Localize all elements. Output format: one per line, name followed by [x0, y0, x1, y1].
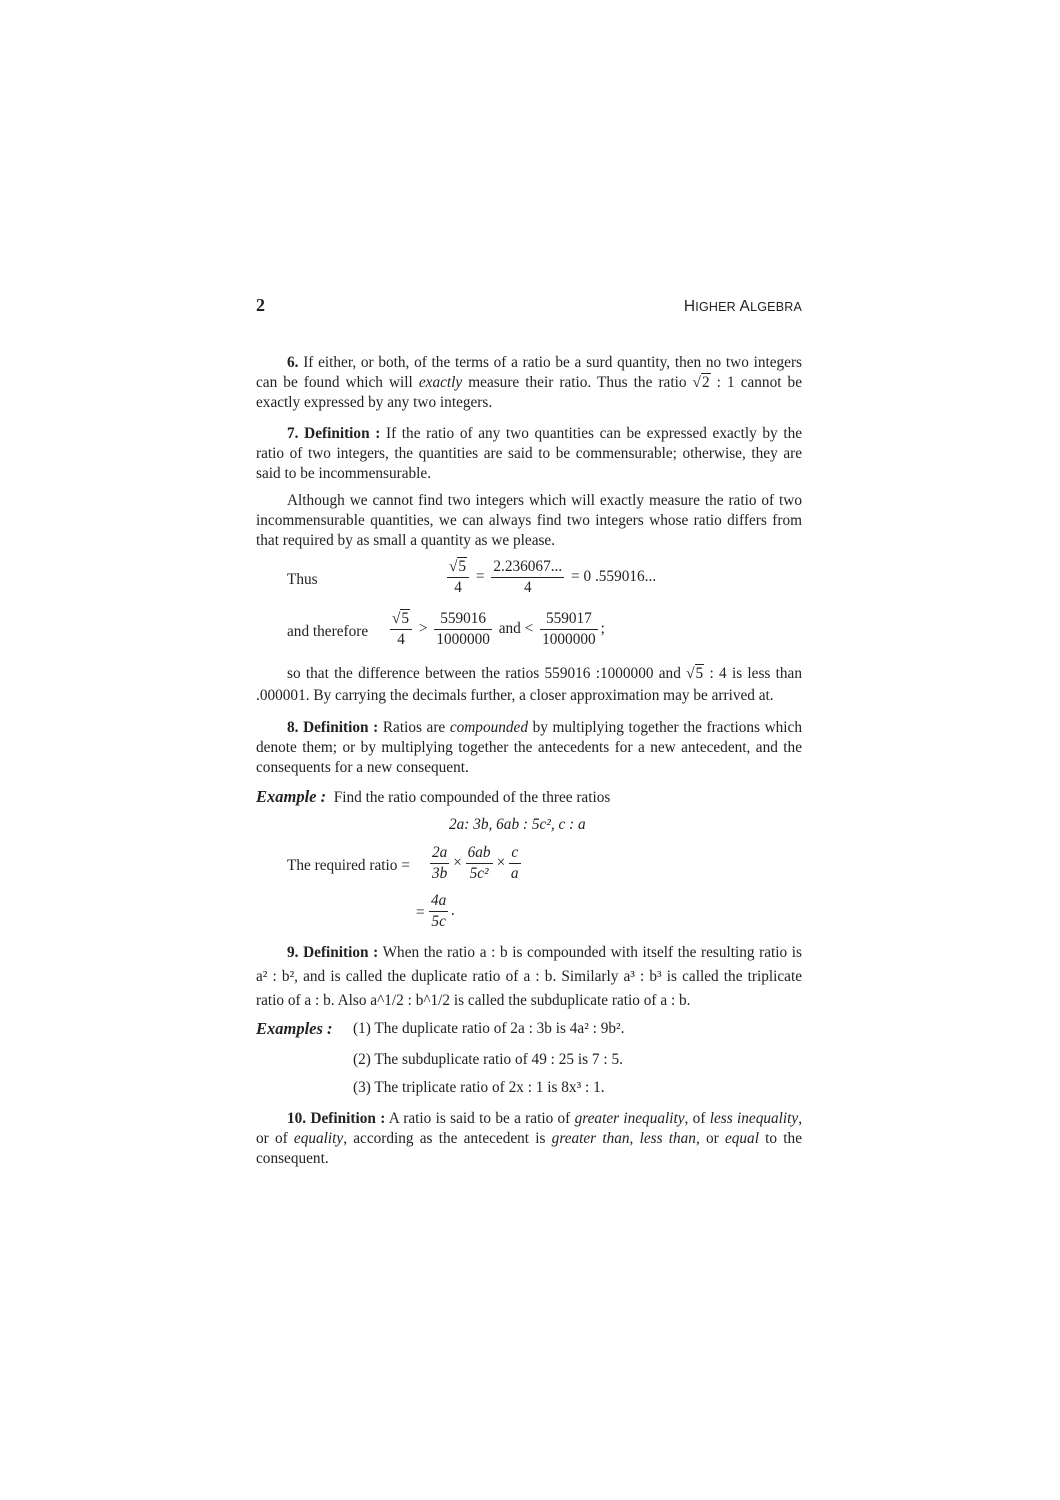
- result-equation: = $\frac{4a}{5c}$ .: [416, 892, 456, 930]
- section-7-para-3: so that the difference between the ratios 559016 :1000000 and √5 : 4 is less than .000001. By carrying the decimals further, a closer approximation may be arrived at.: [256, 665, 802, 704]
- book-page: [256, 290, 802, 1169]
- running-head: HIGHER ALGEBRA: [683, 298, 802, 315]
- page-number: 2: [256, 295, 265, 315]
- frac-decimal-over-4: $\frac{2.236067...}{4}$: [493, 558, 563, 596]
- frac-sqrt5-over-4: $\frac{√5}{4}$: [447, 557, 469, 598]
- example-8: Example : Find the ratio compounded of the three ratios: [256, 787, 611, 806]
- section-7: 7. Definition : If the ratio of any two quantities can be expressed exactly by the ratio of two integers, the quantities are said to be commensurable; otherwise, they are said to be incommensurable.: [256, 425, 803, 482]
- section-6: 6. If either, or both, of the terms of a ratio be a surd quantity, then no two integers can be found which will exactly measure their ratio. Thus the ratio √2 : 1 cannot be exactly expressed by any two integers.: [256, 354, 802, 411]
- ratios-line: 2a: 3b, 6ab : 5c², c : a: [449, 816, 586, 833]
- section-9: 9. Definition : When the ratio a : b is compounded with itself the resulting ratio is a² : b², and is called the duplicate ratio of a : b. Similarly a³ : b³ is called the triplicate ratio of a : b. Also a^1/2 : b^1/2 is called the subduplicate ratio of a : b.: [256, 944, 803, 1009]
- section-7-para-2: Although we cannot find two integers which will exactly measure the ratio of two incommensurable quantities, we can always find two integers whose ratio differs from that required by as small a quantity as we please.: [256, 492, 802, 549]
- examples-9: Examples : (1) The duplicate ratio of 2a : 3b is 4a² : 9b².: [256, 1019, 625, 1038]
- section-8: 8. Definition : Ratios are compounded by multiplying together the fractions which denote them; or by multiplying together the antecedents for a new antecedent, and the consequents for a new consequent.: [256, 719, 802, 776]
- inequality-equation: and therefore $\frac{√5}{4}$ > $\frac{559016}{1000000}$ and < $\frac{559017}{1000000}$ ;: [287, 610, 605, 648]
- example-9-3: (3) The triplicate ratio of 2x : 1 is 8x³ : 1.: [353, 1079, 605, 1096]
- page-header: [256, 290, 802, 320]
- example-9-2: (2) The subduplicate ratio of 49 : 25 is 7 : 5.: [353, 1051, 623, 1068]
- sqrt-2: √2: [692, 374, 710, 391]
- required-ratio-equation: The required ratio = $\frac{2a}{3b}$ × $\frac{6ab}{\text{5c²}}$ × $\frac{c}{a}$: [287, 844, 519, 882]
- section-10: 10. Definition : A ratio is said to be a ratio of greater inequality, of less inequality, or of equality, according as the antecedent is greater than, less than, or equal to the consequent.: [256, 1110, 803, 1167]
- thus-equation: Thus $\frac{√5}{4}$ = $\frac{2.236067...}{4}$ = 0 .559016...: [287, 558, 657, 596]
